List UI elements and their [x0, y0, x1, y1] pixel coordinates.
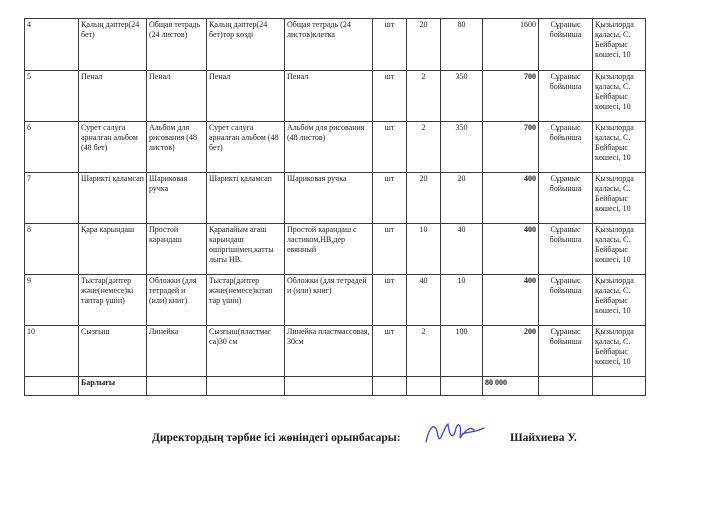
quantity-cell: 40 [407, 275, 441, 326]
table-row [25, 326, 646, 377]
quantity-cell: 2 [407, 122, 441, 173]
item-desc-ru: Пенал [285, 71, 373, 122]
item-desc-kz: Шарикті қаламсап [207, 173, 285, 224]
total-row [25, 377, 646, 396]
unit-cell: шт [373, 326, 407, 377]
table-row [25, 19, 646, 71]
item-name-ru: Пенал [147, 71, 207, 122]
place-cell: Қызылорда қаласы, С. Бейбарыс көшесі, 10 [593, 326, 646, 377]
term-cell: Сұраныс бойынша [539, 19, 593, 71]
total-empty-cell [407, 377, 441, 396]
item-desc-kz: Пенал [207, 71, 285, 122]
term-cell: Сұраныс бойынша [539, 122, 593, 173]
sum-cell: 200 [483, 326, 539, 377]
total-empty-cell [207, 377, 285, 396]
price-cell: 350 [441, 122, 483, 173]
row-number: 10 [25, 326, 79, 377]
quantity-cell: 10 [407, 224, 441, 275]
row-number: 6 [25, 122, 79, 173]
item-name-kz: Сызғыш [79, 326, 147, 377]
signature-icon [422, 416, 488, 452]
place-cell: Қызылорда қаласы, С. Бейбарыс көшесі, 10 [593, 224, 646, 275]
total-value: 80 000 [483, 377, 539, 396]
total-empty-cell [147, 377, 207, 396]
term-cell: Сұраныс бойынша [539, 326, 593, 377]
quantity-cell: 2 [407, 326, 441, 377]
footer-position: Директордың тәрбие ісі жөніндегі орынбасары: [152, 432, 401, 444]
sum-cell: 400 [483, 275, 539, 326]
item-desc-kz: Тыстар(дәптер және(немесе)кітап тар үшін) [207, 275, 285, 326]
item-name-kz: Пенал [79, 71, 147, 122]
item-name-ru: Общая тетрадь (24 листов) [147, 19, 207, 71]
item-name-kz: Шарикті қаламсап [79, 173, 147, 224]
price-cell: 20 [441, 173, 483, 224]
item-desc-ru: Шариковая ручка [285, 173, 373, 224]
sum-cell: 700 [483, 122, 539, 173]
sum-cell: 700 [483, 71, 539, 122]
total-empty-cell [285, 377, 373, 396]
sum-cell: 1600 [483, 19, 539, 71]
price-cell: 40 [441, 224, 483, 275]
total-empty-cell [539, 377, 593, 396]
sum-cell: 400 [483, 173, 539, 224]
term-cell: Сұраныс бойынша [539, 71, 593, 122]
term-cell: Сұраныс бойынша [539, 224, 593, 275]
item-name-kz: Тыстар(дәптер және(немесе)кі таптар үшін) [79, 275, 147, 326]
unit-cell: шт [373, 224, 407, 275]
sum-cell: 400 [483, 224, 539, 275]
item-desc-kz: Қарапайым ағаш карындаш өшіргішімен,катты лығы НВ. [207, 224, 285, 275]
item-name-ru: Линейка [147, 326, 207, 377]
item-desc-kz: Сурет салуға арналған альбом (48 бет) [207, 122, 285, 173]
table-row [25, 71, 646, 122]
item-name-kz: Сурет салуға арналған альбом (48 бет) [79, 122, 147, 173]
table-row [25, 122, 646, 173]
unit-cell: шт [373, 275, 407, 326]
total-empty-cell [441, 377, 483, 396]
item-desc-ru: Линейка пластмассовая, 30см [285, 326, 373, 377]
procurement-table [24, 18, 646, 396]
place-cell: Қызылорда қаласы, С. Бейбарыс көшесі, 10 [593, 71, 646, 122]
table-row [25, 275, 646, 326]
price-cell: 350 [441, 71, 483, 122]
total-label: Барлығы [79, 377, 147, 396]
item-name-kz: Қалың дәптер(24 бет) [79, 19, 147, 71]
quantity-cell: 2 [407, 71, 441, 122]
item-name-kz: Қара карындаш [79, 224, 147, 275]
row-number: 5 [25, 71, 79, 122]
item-desc-kz: Сызғыш(пластмас са)30 см [207, 326, 285, 377]
item-desc-ru: Простой карандаш с ластиком,НВ,дер евянный [285, 224, 373, 275]
row-number: 7 [25, 173, 79, 224]
price-cell: 10 [441, 275, 483, 326]
unit-cell: шт [373, 19, 407, 71]
table-row [25, 224, 646, 275]
unit-cell: шт [373, 173, 407, 224]
table-row [25, 173, 646, 224]
footer-name: Шайхиева У. [510, 432, 577, 444]
item-name-ru: Обложки (для тетрадей и (или) книг) [147, 275, 207, 326]
quantity-cell: 20 [407, 19, 441, 71]
row-number: 4 [25, 19, 79, 71]
item-desc-ru: Общая тетрадь (24 листов)клетка [285, 19, 373, 71]
item-name-ru: Шариковая ручка [147, 173, 207, 224]
place-cell: Қызылорда қаласы, С. Бейбарыс көшесі, 10 [593, 275, 646, 326]
quantity-cell: 20 [407, 173, 441, 224]
price-cell: 80 [441, 19, 483, 71]
place-cell: Қызылорда қаласы, С. Бейбарыс көшесі, 10 [593, 173, 646, 224]
unit-cell: шт [373, 122, 407, 173]
price-cell: 100 [441, 326, 483, 377]
item-name-ru: Альбом для рисования (48 листов) [147, 122, 207, 173]
term-cell: Сұраныс бойынша [539, 275, 593, 326]
unit-cell: шт [373, 71, 407, 122]
row-number: 8 [25, 224, 79, 275]
row-number: 9 [25, 275, 79, 326]
item-desc-ru: Альбом для рисования (48 листов) [285, 122, 373, 173]
total-empty-cell [593, 377, 646, 396]
term-cell: Сұраныс бойынша [539, 173, 593, 224]
item-name-ru: Простой карандаш [147, 224, 207, 275]
item-desc-kz: Қалың дәптер(24 бет)тор көзді [207, 19, 285, 71]
item-desc-ru: Обложки (для тетрадей и (или) книг) [285, 275, 373, 326]
place-cell: Қызылорда қаласы, С. Бейбарыс көшесі, 10 [593, 19, 646, 71]
total-empty-cell [25, 377, 79, 396]
place-cell: Қызылорда қаласы, С. Бейбарыс көшесі, 10 [593, 122, 646, 173]
total-empty-cell [373, 377, 407, 396]
